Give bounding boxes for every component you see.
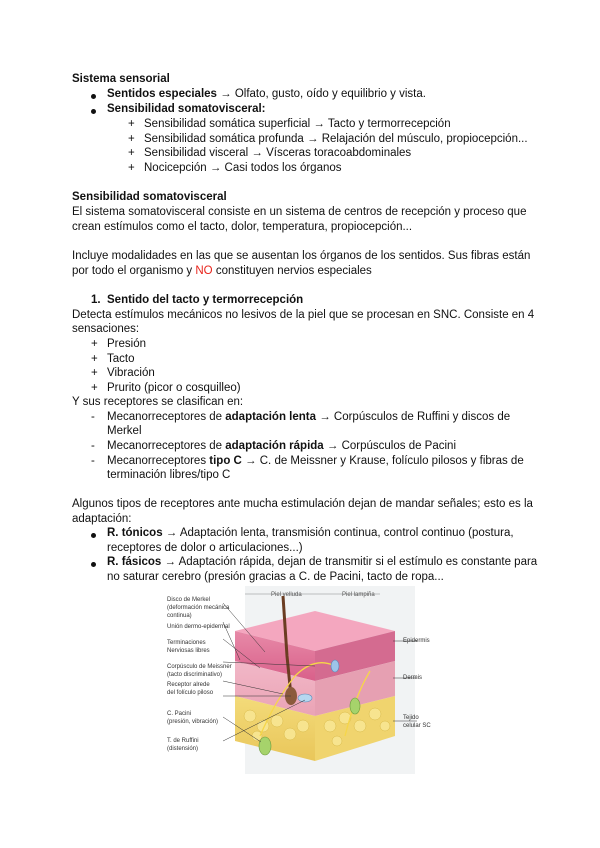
svg-text:(deformación mecánica: (deformación mecánica — [167, 605, 230, 611]
skin-receptors-figure — [165, 586, 435, 774]
svg-text:Receptor alrede: Receptor alrede — [167, 682, 210, 688]
sub-list-item: Nocicepción → Casi todos los órganos — [144, 162, 342, 174]
list-item: Mecanorreceptores de adaptación lenta → Corpúsculos de Ruffini y discos de — [107, 411, 511, 423]
sub-list-item: Sensibilidad somática superficial → Tacto y termorrecepción — [144, 118, 451, 130]
pacini-corpuscle — [259, 737, 271, 755]
svg-text:continua): continua) — [167, 613, 192, 619]
label-piel-lampina: Piel lampiña — [342, 592, 375, 598]
label-piel-velluda: Piel velluda — [271, 592, 302, 598]
section-title-sistema: Sistema sensorial — [72, 73, 170, 85]
svg-text:Epidermis: Epidermis — [403, 638, 430, 644]
plus-marker: + — [91, 382, 98, 394]
section-title-somato: Sensibilidad somatovisceral — [72, 191, 227, 203]
svg-text:C. Pacini: C. Pacini — [167, 711, 192, 717]
list-item: Sensibilidad somatovisceral: — [107, 103, 266, 115]
plus-marker: + — [91, 353, 98, 365]
list-item: R. fásicos → Adaptación rápida, dejan de transmitir si el estímulo es constante para — [107, 556, 538, 568]
pacini-corpuscle — [350, 698, 360, 714]
list-item: Mecanorreceptores tipo C → C. de Meissner y Krause, folículo pilosos y fibras de — [107, 455, 524, 467]
list-item: Mecanorreceptores de adaptación rápida → Corpúsculos de Pacini — [107, 440, 456, 452]
plus-marker: + — [128, 133, 135, 145]
svg-text:Disco de Merkel: Disco de Merkel — [167, 597, 211, 603]
paragraph-line: crean estímulos como el tacto, dolor, temperatura, propiocepción... — [72, 221, 413, 233]
list-item-continuation: receptores de dolor o articulaciones...) — [107, 542, 303, 554]
list-item-continuation: terminación libres/tipo C — [107, 469, 231, 481]
svg-text:Unión dermo-epidermal: Unión dermo-epidermal — [167, 624, 230, 630]
dash-marker: - — [91, 440, 95, 452]
dash-marker: - — [91, 411, 95, 423]
plus-marker: + — [128, 147, 135, 159]
paragraph-line: adaptación: — [72, 513, 132, 525]
list-item-continuation: Merkel — [107, 425, 142, 437]
dash-marker: - — [91, 455, 95, 467]
sub-list-item: Sensibilidad somática profunda → Relajación del músculo, propiocepción... — [144, 133, 528, 145]
list-item: Vibración — [107, 367, 155, 379]
bullet — [91, 94, 96, 99]
svg-text:Dermis: Dermis — [403, 675, 422, 681]
ruffini-ending — [298, 694, 312, 702]
bullet — [91, 109, 96, 114]
list-item: R. tónicos → Adaptación lenta, transmisión continua, control continuo (postura, — [107, 527, 514, 539]
svg-text:(tacto discriminativo): (tacto discriminativo) — [167, 672, 223, 678]
svg-text:celular SC: celular SC — [403, 723, 431, 729]
paragraph-line: Y sus receptores se clasifican en: — [72, 396, 244, 408]
svg-text:(distensión): (distensión) — [167, 746, 199, 752]
svg-text:Terminaciones: Terminaciones — [167, 640, 206, 646]
paragraph-line: por todo el organismo y NO constituyen nervios especiales — [72, 265, 372, 277]
svg-text:Corpúsculo de Meissner: Corpúsculo de Meissner — [167, 664, 232, 670]
paragraph-line: Detecta estímulos mecánicos no lesivos de la piel que se procesan en SNC. Consiste en 4 — [72, 309, 535, 321]
numbered-heading-marker: 1. — [91, 294, 101, 306]
plus-marker: + — [128, 118, 135, 130]
plus-marker: + — [91, 338, 98, 350]
plus-marker: + — [128, 162, 135, 174]
svg-text:del folículo piloso: del folículo piloso — [167, 690, 214, 696]
list-item: Sentidos especiales → Olfato, gusto, oído y equilibrio y vista. — [107, 88, 426, 100]
sub-list-item: Sensibilidad visceral → Vísceras toracoabdominales — [144, 147, 412, 159]
paragraph-line: El sistema somatovisceral consiste en un sistema de centros de recepción y proceso que — [72, 206, 527, 218]
paragraph-line: sensaciones: — [72, 323, 140, 335]
emphasis-no: NO — [195, 265, 213, 277]
svg-text:(presión, vibración): (presión, vibración) — [167, 719, 219, 725]
svg-text:T. de Ruffini: T. de Ruffini — [167, 738, 199, 744]
paragraph-line: Incluye modalidades en las que se ausentan los órganos de los sentidos. Sus fibras están — [72, 250, 531, 262]
list-item: Prurito (picor o cosquilleo) — [107, 382, 241, 394]
bullet — [91, 562, 96, 567]
list-item: Presión — [107, 338, 146, 350]
bullet — [91, 533, 96, 538]
paragraph-line: Algunos tipos de receptores ante mucha estimulación dejan de mandar señales; esto es la — [72, 498, 533, 510]
meissner-corpuscle — [331, 660, 339, 672]
svg-text:Tejido: Tejido — [403, 715, 419, 721]
list-item: Tacto — [107, 353, 135, 365]
numbered-heading: Sentido del tacto y termorrecepción — [107, 294, 304, 306]
list-item-continuation: no saturar cerebro (presión gracias a C. de Pacini, tacto de ropa... — [107, 571, 444, 583]
plus-marker: + — [91, 367, 98, 379]
svg-text:Nerviosas libres: Nerviosas libres — [167, 648, 210, 654]
